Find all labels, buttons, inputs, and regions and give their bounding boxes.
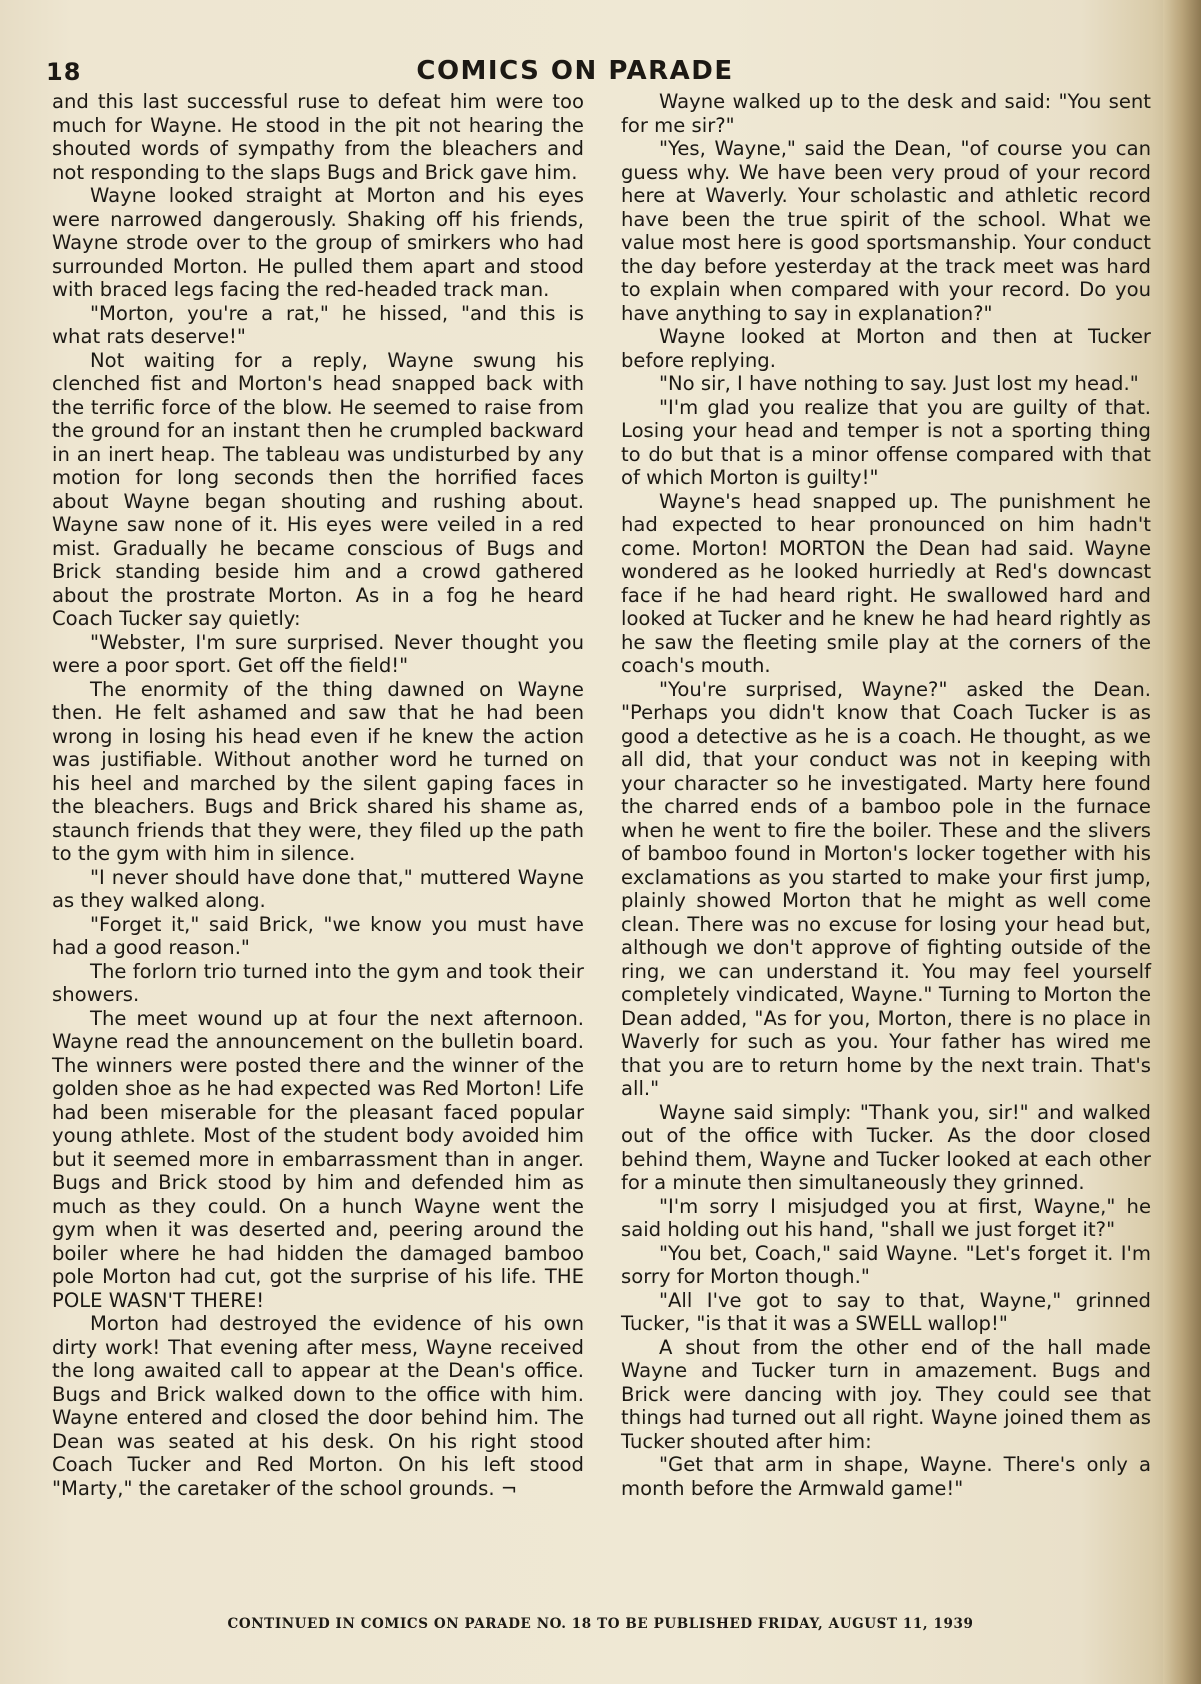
paragraph: Wayne walked up to the desk and said: "You sent for me sir?"	[621, 90, 1151, 137]
page-spine-shadow	[1163, 0, 1201, 1684]
paragraph: and this last successful ruse to defeat him were too much for Wayne. He stood in the pit not hearing the shouted words of sympathy from the bleachers and not responding to the slaps Bugs and Brick gave him.	[52, 90, 584, 184]
paragraph: Wayne looked straight at Morton and his eyes were narrowed dangerously. Shaking off his friends, Wayne strode over to the group of smirkers who had surrounded Morton. He pulled them apart and stood with braced legs facing the red-headed track man.	[52, 184, 584, 301]
story-column-left	[52, 90, 584, 1500]
paragraph: "All I've got to say to that, Wayne," grinned Tucker, "is that it was a SWELL wallop!"	[621, 1288, 1151, 1335]
paragraph: "Webster, I'm sure surprised. Never thought you were a poor sport. Get off the field!"	[52, 630, 584, 677]
paragraph: "I'm glad you realize that you are guilty of that. Losing your head and temper is not a sporting thing to do but that is a minor offense compared with that of which Morton is guilty!"	[621, 395, 1151, 489]
story-column-right	[621, 90, 1151, 1500]
paragraph: A shout from the other end of the hall made Wayne and Tucker turn in amazement. Bugs and Brick were dancing with joy. They could see that things had turned out all right. Wayne joined them as Tucker shouted after him:	[621, 1335, 1151, 1453]
paragraph: Wayne's head snapped up. The punishment he had expected to hear pronounced on him hadn't come. Morton! MORTON the Dean had said. Wayne wondered as he looked hurriedly at Red's downcast face if he had heard right. He swallowed hard and looked at Tucker and he knew he had heard rightly as he saw the fleeting smile play at the corners of the coach's mouth.	[621, 489, 1151, 677]
paragraph: Morton had destroyed the evidence of his own dirty work! That evening after mess, Wayne received the long awaited call to appear at the Dean's office. Bugs and Brick walked down to the office with him. Wayne entered and closed the door behind him. The Dean was seated at his desk. On his right stood Coach Tucker and Red Morton. On his left stood "Marty," the caretaker of the school grounds. ¬	[52, 1312, 584, 1500]
paragraph: "No sir, I have nothing to say. Just lost my head."	[659, 372, 1139, 395]
paragraph: "I'm sorry I misjudged you at first, Wayne," he said holding out his hand, "shall we just forget it?"	[621, 1194, 1151, 1241]
paragraph: "I never should have done that," muttered Wayne as they walked along.	[52, 865, 584, 912]
paragraph: Not waiting for a reply, Wayne swung his clenched fist and Morton's head snapped back with the terrific force of the blow. He seemed to raise from the ground for an instant then he crumpled backward in an inert heap. The tableau was undisturbed by any motion for long seconds then the horrified faces about Wayne began shouting and rushing about. Wayne saw none of it. His eyes were veiled in a red mist. Gradually he became conscious of Bugs and Brick standing beside him and a crowd gathered about the prostrate Morton. As in a fog he heard Coach Tucker say quietly:	[52, 348, 584, 630]
paragraph: "Forget it," said Brick, "we know you must have had a good reason."	[52, 912, 584, 959]
paragraph: "You're surprised, Wayne?" asked the Dean. "Perhaps you didn't know that Coach Tucker is as good a detective as he is a coach. He thought, as we all did, that your conduct was not in keeping with your character so he investigated. Marty here found the charred ends of a bamboo pole in the furnace when he went to fire the boiler. These and the slivers of bamboo found in Morton's locker together with his exclamations as you started to make your first jump, plainly showed Morton that he might as well come clean. There was no excuse for losing your head but, although we don't approve of fighting outside of the ring, we can understand it. You may feel yourself completely vindicated, Wayne." Turning to Morton the Dean added, "As for you, Morton, there is no place in Waverly for such as you. Your father has wired me that you are to return home by the next train. That's all."	[621, 677, 1151, 1100]
paragraph: Wayne said simply: "Thank you, sir!" and walked out of the office with Tucker. As the door closed behind them, Wayne and Tucker looked at each other for a minute then simultaneously they grinned.	[621, 1100, 1151, 1194]
paragraph: The forlorn trio turned into the gym and took their showers.	[52, 959, 584, 1006]
paragraph: "You bet, Coach," said Wayne. "Let's forget it. I'm sorry for Morton though."	[621, 1241, 1151, 1288]
page-number: 18	[46, 58, 82, 86]
page-title: COMICS ON PARADE	[416, 56, 734, 86]
continuation-notice: CONTINUED IN COMICS ON PARADE NO. 18 TO BE PUBLISHED FRIDAY, AUGUST 11, 1939	[227, 1616, 974, 1632]
paragraph: "Morton, you're a rat," he hissed, "and this is what rats deserve!"	[52, 301, 584, 348]
paragraph: The enormity of the thing dawned on Wayne then. He felt ashamed and saw that he had been wrong in losing his head even if he knew the action was justifiable. Without another word he turned on his heel and marched by the silent gaping faces in the bleachers. Bugs and Brick shared his shame as, staunch friends that they were, they filed up the path to the gym with him in silence.	[52, 677, 584, 865]
paragraph: "Yes, Wayne," said the Dean, "of course you can guess why. We have been very proud of your record here at Waverly. Your scholastic and athletic record have been the true spirit of the school. What we value most here is good sportsmanship. Your conduct the day before yesterday at the track meet was hard to explain when compared with your record. Do you have anything to say in explanation?"	[621, 137, 1151, 325]
paragraph: Wayne looked at Morton and then at Tucker before replying.	[621, 325, 1151, 372]
paragraph: The meet wound up at four the next afternoon. Wayne read the announcement on the bulletin board. The winners were posted there and the winner of the golden shoe as he had expected was Red Morton! Life had been miserable for the pleasant faced popular young athlete. Most of the student body avoided him but it seemed more in embarrassment than in anger. Bugs and Brick stood by him and defended him as much as they could. On a hunch Wayne went the gym when it was deserted and, peering around the boiler where he had hidden the damaged bamboo pole Morton had cut, got the surprise of his life. THE POLE WASN'T THERE!	[52, 1006, 584, 1312]
paragraph: "Get that arm in shape, Wayne. There's only a month before the Armwald game!"	[621, 1453, 1151, 1500]
